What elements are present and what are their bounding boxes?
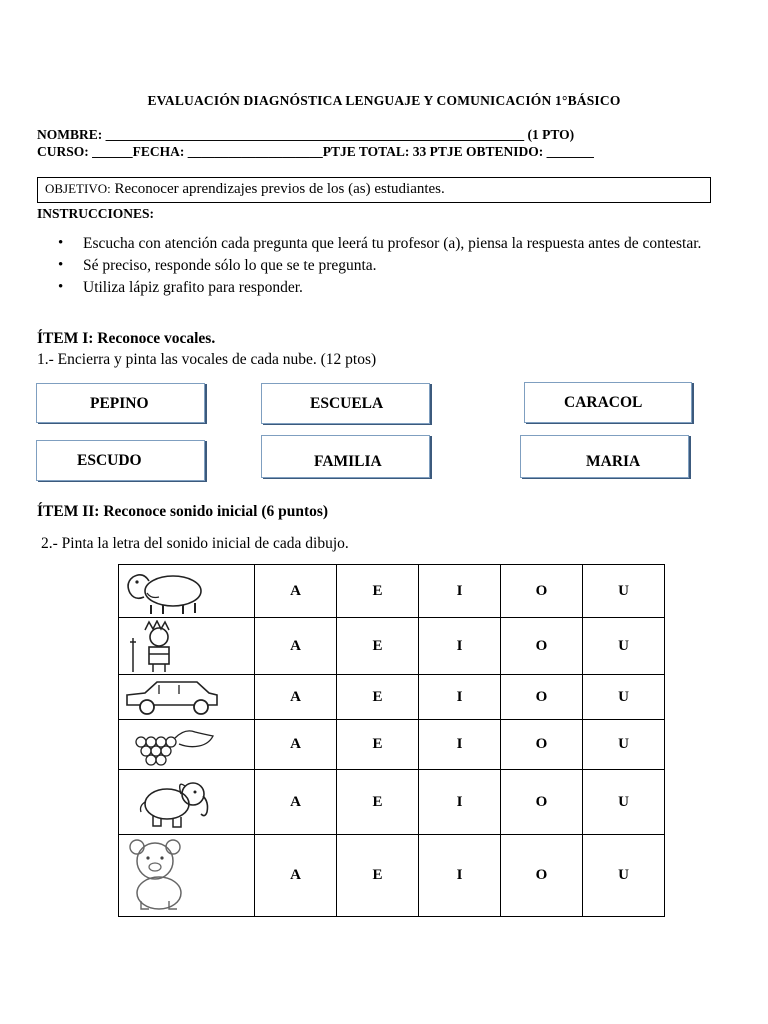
vowel-cell-o[interactable]: O (501, 770, 583, 835)
vowel-cell-a[interactable]: A (255, 565, 337, 618)
word-box-escudo (36, 440, 205, 481)
vowel-cell-a[interactable]: A (255, 675, 337, 720)
vowel-cell-e[interactable]: E (337, 770, 419, 835)
vowel-cell-e[interactable]: E (337, 675, 419, 720)
instructions-list (58, 233, 738, 299)
item2-question: 2.- Pinta la letra del sonido inicial de cada dibujo. (41, 535, 349, 552)
table-row (119, 675, 665, 720)
vowel-cell-o[interactable]: O (501, 720, 583, 770)
grapes-icon (123, 722, 219, 768)
instruction-item: • Escucha con atención cada pregunta que leerá tu profesor (a), piensa la respuesta antes de contestar. (58, 233, 738, 254)
picture-cell (119, 835, 255, 917)
vowel-cell-e[interactable]: E (337, 618, 419, 675)
name-line: NOMBRE: ______________________________________________________________ (1 PTO) (37, 127, 575, 142)
table-row (119, 720, 665, 770)
vowel-cell-e[interactable]: E (337, 835, 419, 917)
vowel-cell-u[interactable]: U (583, 720, 665, 770)
table-row (119, 770, 665, 835)
item2-heading-points: (6 puntos) (257, 503, 329, 520)
word-label: FAMILIA (314, 453, 382, 470)
vowel-cell-a[interactable]: A (255, 835, 337, 917)
picture-cell (119, 565, 255, 618)
elephant-icon (123, 776, 219, 834)
word-box-maria (520, 435, 689, 478)
table-row (119, 565, 665, 618)
item2-heading-title: ÍTEM II: Reconoce sonido inicial (37, 503, 258, 520)
word-label: ESCUDO (77, 452, 142, 469)
picture-cell (119, 770, 255, 835)
picture-cell (119, 675, 255, 720)
item1-question: 1.- Encierra y pinta las vocales de cada nube. (12 ptos) (37, 351, 377, 368)
native-child-icon (123, 620, 193, 674)
instruction-item: • Utiliza lápiz grafito para responder. (58, 277, 738, 298)
vowel-cell-u[interactable]: U (583, 675, 665, 720)
bear-icon (123, 837, 193, 913)
word-label: CARACOL (564, 394, 643, 411)
vowel-cell-o[interactable]: O (501, 618, 583, 675)
vowel-cell-o[interactable]: O (501, 565, 583, 618)
vowel-cell-u[interactable]: U (583, 618, 665, 675)
vowel-cell-i[interactable]: I (419, 565, 501, 618)
car-icon (123, 677, 223, 719)
sheep-icon (123, 567, 213, 617)
vowel-cell-u[interactable]: U (583, 565, 665, 618)
table-row (119, 618, 665, 675)
word-box-pepino (36, 383, 205, 423)
picture-cell (119, 618, 255, 675)
item2-heading (37, 503, 328, 521)
vowel-cell-i[interactable]: I (419, 770, 501, 835)
course-date-score-line: CURSO: ______FECHA: ____________________PTJE TOTAL: 33 PTJE OBTENIDO: _______ (37, 144, 594, 159)
vowel-cell-a[interactable]: A (255, 770, 337, 835)
picture-cell (119, 720, 255, 770)
vowel-cell-i[interactable]: I (419, 618, 501, 675)
instructions-label: INSTRUCCIONES: (37, 206, 155, 221)
word-box-caracol (524, 382, 692, 423)
initial-sound-table (118, 564, 665, 917)
vowel-cell-o[interactable]: O (501, 675, 583, 720)
objective-text: Reconocer aprendizajes previos de los (as) estudiantes. (110, 181, 445, 197)
instruction-item: • Sé preciso, responde sólo lo que se te pregunta. (58, 255, 738, 276)
vowel-cell-a[interactable]: A (255, 618, 337, 675)
word-label: MARIA (586, 453, 641, 470)
document-title: EVALUACIÓN DIAGNÓSTICA LENGUAJE Y COMUNICACIÓN 1°BÁSICO (147, 93, 621, 108)
vowel-cell-e[interactable]: E (337, 565, 419, 618)
vowel-cell-u[interactable]: U (583, 835, 665, 917)
vowel-cell-i[interactable]: I (419, 720, 501, 770)
word-box-familia (261, 435, 430, 478)
vowel-cell-i[interactable]: I (419, 835, 501, 917)
word-label: PEPINO (90, 395, 149, 412)
table-row (119, 835, 665, 917)
objective-box (37, 177, 711, 203)
vowel-cell-a[interactable]: A (255, 720, 337, 770)
objective-label: OBJETIVO: (45, 181, 111, 196)
vowel-cell-o[interactable]: O (501, 835, 583, 917)
word-label: ESCUELA (310, 395, 384, 412)
vowel-cell-e[interactable]: E (337, 720, 419, 770)
word-box-escuela (261, 383, 430, 424)
vowel-cell-i[interactable]: I (419, 675, 501, 720)
vowel-cell-u[interactable]: U (583, 770, 665, 835)
item1-heading: ÍTEM I: Reconoce vocales. (37, 330, 216, 347)
